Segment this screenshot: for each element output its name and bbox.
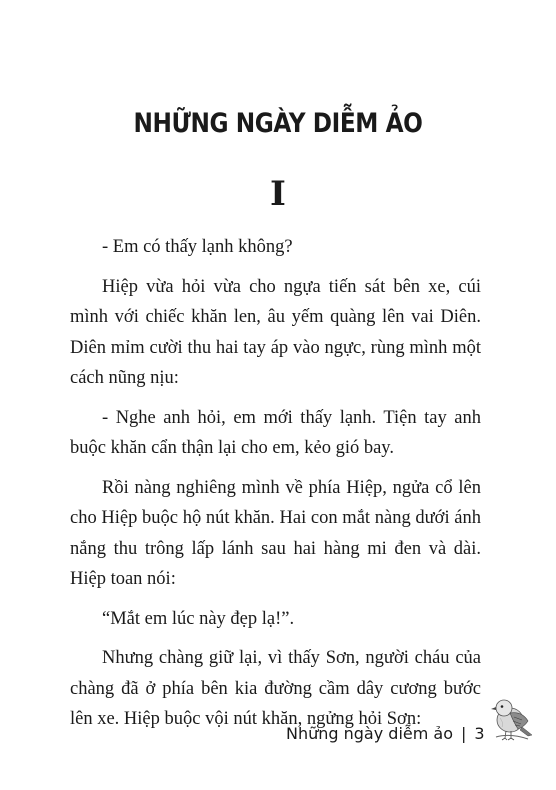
- paragraph: Hiệp vừa hỏi vừa cho ngựa tiến sát bên xe, cúi mình với chiếc khăn len, âu yếm quàng lên vai Diên. Diên mỉm cười thu hai tay áp vào ngực, rùng mình một cách nũng nịu:: [70, 276, 481, 388]
- page-number: 3: [474, 723, 485, 743]
- chapter-title: NHỮNG NGÀY DIỄM ẢO: [133, 108, 423, 139]
- paragraph: - Em có thấy lạnh không?: [102, 237, 293, 257]
- bird-icon: [488, 693, 534, 743]
- running-title: Những ngày diễm ảo: [286, 723, 453, 743]
- section-numeral: I: [270, 174, 286, 214]
- body-text: [70, 232, 481, 744]
- paragraph: Rồi nàng nghiêng mình về phía Hiệp, ngửa cổ lên cho Hiệp buộc hộ nút khăn. Hai con mắt nàng dưới ánh nắng thu trông lấp lánh sau hai hàng mi đen và dài. Hiệp toan nói:: [70, 477, 481, 589]
- paragraph: “Mắt em lúc này đẹp lạ!”.: [102, 608, 295, 629]
- page-footer: [286, 722, 485, 744]
- footer-separator: |: [461, 723, 467, 743]
- paragraph: - Nghe anh hỏi, em mới thấy lạnh. Tiện tay anh buộc khăn cẩn thận lại cho em, kẻo gió bay.: [70, 407, 481, 458]
- paragraph: Nhưng chàng giữ lại, vì thấy Sơn, người cháu của chàng đã ở phía bên kia đường cầm dây cương bước lên xe. Hiệp buộc vội nút khăn, ngửng hỏi Sơn:: [70, 648, 481, 729]
